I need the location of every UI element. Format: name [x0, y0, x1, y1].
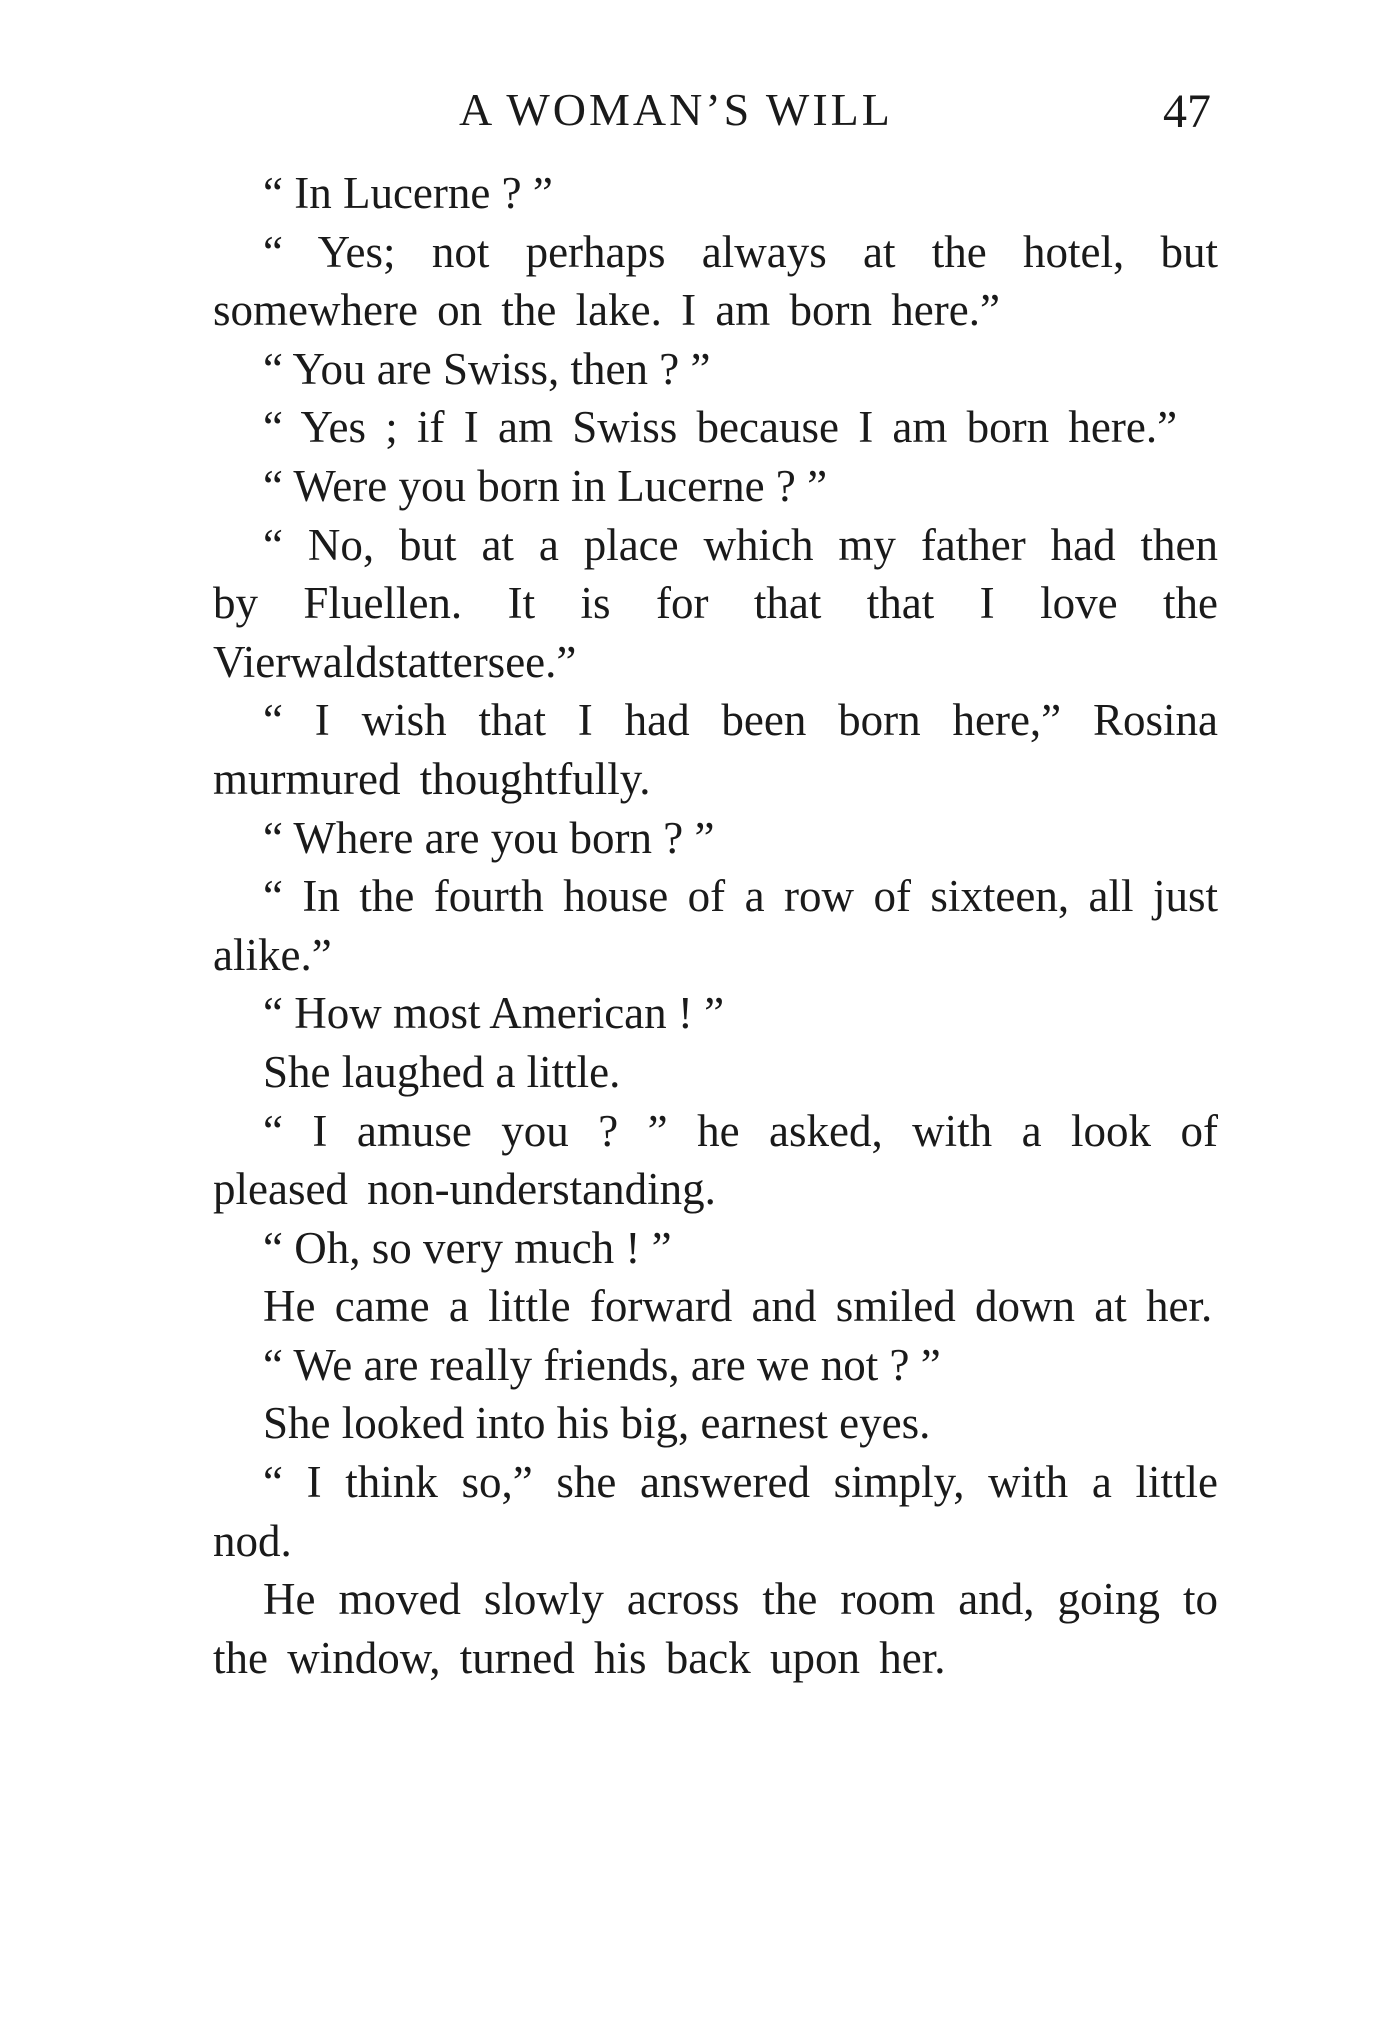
paragraph: “ I wish that I had been born here,” Rosina murmured thoughtfully. — [213, 695, 1218, 804]
paragraph: “ In the fourth house of a row of sixteen, all just alike.” — [213, 871, 1218, 980]
paragraph: She laughed a little. — [263, 1046, 621, 1097]
paragraph: “ Yes; not perhaps always at the hotel, but somewhere on the lake. I am born here.” — [213, 226, 1218, 336]
paragraph: “ I amuse you ? ” he asked, with a look of pleased non-understanding. — [213, 1105, 1218, 1215]
paragraph: “ You are Swiss, then ? ” — [263, 343, 711, 394]
paragraph: She looked into his big, earnest eyes. — [263, 1398, 931, 1449]
paragraph: He came a little forward and smiled down at her. — [263, 1281, 1213, 1332]
paragraph: “ In Lucerne ? ” — [263, 168, 553, 218]
paragraph: “ We are really friends, are we not ? ” — [263, 1339, 941, 1390]
paragraph: He moved slowly across the room and, going to the window, turned his back upon her. — [213, 1574, 1218, 1683]
paragraph: “ Yes ; if I am Swiss because I am born here.” — [263, 402, 1178, 453]
paragraph: “ I think so,” she answered simply, with a little nod. — [213, 1457, 1218, 1566]
running-header-title: A WOMAN’S WILL — [459, 84, 893, 135]
paragraph: “ Were you born in Lucerne ? ” — [263, 460, 828, 511]
page-number: 47 — [1163, 85, 1211, 138]
paragraph: “ Oh, so very much ! ” — [263, 1222, 672, 1273]
body-text — [213, 164, 1218, 1687]
paragraph: “ How most American ! ” — [263, 988, 725, 1039]
paragraph: “ Where are you born ? ” — [263, 812, 715, 863]
paragraph: “ No, but at a place which my father had then by Fluellen. It is for that that I love the Vierwaldstattersee.” — [213, 519, 1218, 687]
